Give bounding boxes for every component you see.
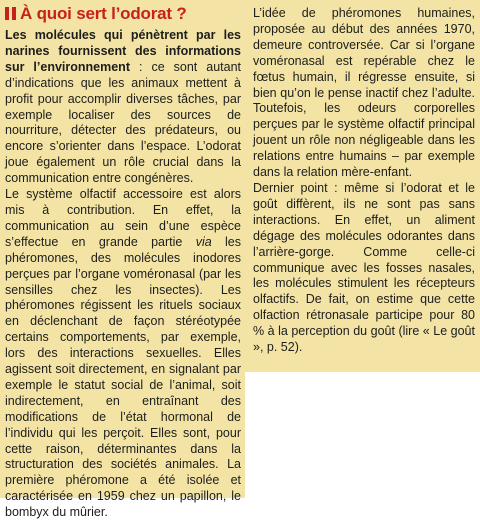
human-pheromones-paragraph: L’idée de phéromones humaines, proposée au début des années 1970, demeure controversée. Car si l’organe voméronasal est repérable chez le fœtus humain, il régresse ensuite, si bien qu’on le pense inactif chez l’adulte. Toutefois, les odeurs corporelles perçues par le système olfactif principal jouent un rôle non négligeable dans les relations entre humains – par exemple dans la relation mère-enfant. <box>253 6 475 180</box>
via-italic: via <box>195 234 212 249</box>
lead-colon: : <box>129 59 152 74</box>
right-column <box>253 6 475 356</box>
taste-smell-paragraph: Dernier point : même si l’odorat et le goût diffèrent, ils ne sont pas sans interactions. En effet, un aliment dégage des molécules odorantes dans l’arrière-gorge. Comme celle-ci communique avec les fosses nasales, les molécules stimulent les récepteurs olfactifs. De fait, on estime que cette olfaction rétronasale participe pour 80 % à la perception du goût (lire « Le goût », p. 52). <box>253 180 475 355</box>
pheromone-text-start: Le système olfactif accessoire est alors mis à contribution. En effet, la communication au sein d’une espèce s’effectue en grande partie <box>5 187 241 249</box>
intro-text: ce sont autant d’indications que les animaux mettent à profit pour accomplir diverses tâches, par exemple localiser des sources de nourriture, détecter des prédateurs, ou encore s’orienter dans l’espace. L’odorat joue également un rôle crucial dans la communication entre congénères. <box>5 59 241 186</box>
pheromone-paragraph <box>5 187 241 521</box>
left-column <box>5 3 241 521</box>
pheromone-text-end: les phéromones, des molécules inodores perçues par l’organe voméronasal (par les sensilles chez les insectes). Les phéromones régissent les rituels sociaux en déclenchant de façon stéréotypée certains comportements, par exemple, lors des interactions sexuelles. Elles agissent soit directement, en signalant par exemple le statut social de l’animal, soit indirectement, en entraînant des modifications de l’état hormonal de l’individu qui les perçoit. Elles sont, pour cette raison, déterminantes dans la structuration des sociétés animales. La première phéromone a été isolée et caractérisée en 1959 chez un papillon, le bombyx du mûrier. <box>5 234 241 520</box>
article-title <box>5 3 241 25</box>
intro-paragraph <box>5 28 241 187</box>
lead-sentence: Les molécules qui pénètrent par les narines fournissent des informations sur l’environnement <box>5 28 241 74</box>
title-marker-icon <box>5 7 16 20</box>
title-text: À quoi sert l’odorat ? <box>20 4 187 23</box>
